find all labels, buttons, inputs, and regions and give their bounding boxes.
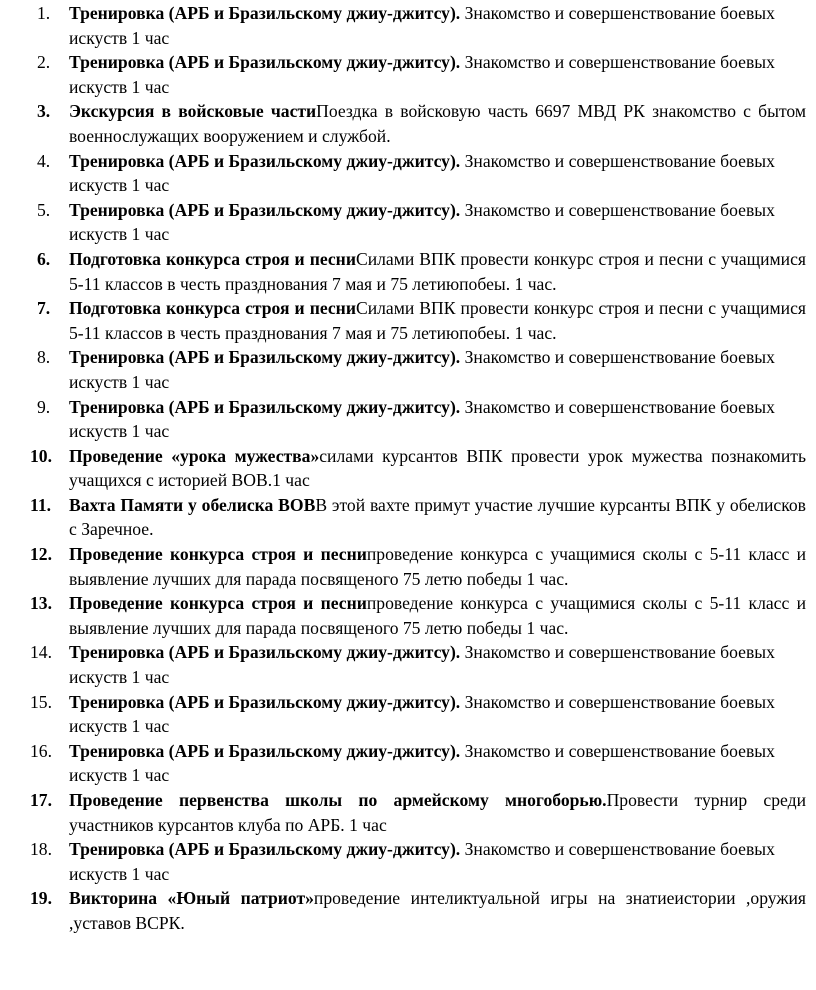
item-text: Знакомство и совершенствование боевых искуств 1 час [69, 199, 775, 245]
item-text: Знакомство и совершенствование боевых искуств 1 час [69, 740, 775, 786]
item-text: силами курсантов ВПК провести урок мужества познакомить учащихся с историей ВОВ.1 час [69, 445, 806, 491]
list-item [0, 50, 816, 99]
list-item [0, 149, 816, 198]
list-item [0, 296, 816, 345]
item-title: Тренировка (АРБ и Бразильскому джиу-джитсу). [69, 150, 461, 171]
item-title: Подготовка конкурса строя и песни [69, 298, 356, 319]
item-number: 9. [37, 396, 51, 417]
item-text: проведение интеликтуальной игры на знатиеистории ,оружия ,уставов ВСРК. [69, 888, 806, 933]
list-item [0, 591, 816, 640]
item-title: Тренировка (АРБ и Бразильскому джиу-джитсу). [69, 52, 461, 73]
item-title: Экскурсия в войсковые части [69, 101, 317, 122]
item-number: 19. [30, 888, 52, 909]
item-number: 13. [30, 593, 52, 614]
item-text: Силами ВПК провести конкурс строя и песни с учащимися 5-11 классов в честь празднования 7 мая и 75 летиюпобеы. 1 час. [69, 298, 806, 343]
list-item [0, 198, 816, 247]
list-item [0, 1, 816, 50]
item-number: 7. [37, 298, 51, 319]
item-title: Вахта Памяти у обелиска ВОВ [69, 494, 316, 515]
list-item [0, 886, 816, 935]
item-text: Провести турнир среди участников курсантов клуба по АРБ. 1 час [69, 790, 806, 835]
list-item [0, 640, 816, 689]
item-text: Знакомство и совершенствование боевых искуств 1 час [69, 691, 775, 737]
item-text: Знакомство и совершенствование боевых искуств 1 час [69, 396, 775, 442]
item-text: Знакомство и совершенствование боевых искуств 1 час [69, 839, 775, 884]
item-text: Силами ВПК провести конкурс строя и песни с учащимися 5-11 классов в честь празднования 7 мая и 75 летиюпобеы. 1 час. [69, 248, 806, 294]
list-item [0, 99, 816, 148]
item-title: Тренировка (АРБ и Бразильскому джиу-джитсу). [69, 199, 461, 220]
list-item [0, 690, 816, 739]
item-text: проведение конкурса с учащимися сколы с 5-11 класс и выявление лучших для парада посвященого 75 летю победы 1 час. [69, 593, 806, 638]
item-number: 17. [30, 790, 52, 810]
item-title: Тренировка (АРБ и Бразильскому джиу-джитсу). [69, 642, 461, 663]
list-item [0, 788, 816, 837]
item-title: Тренировка (АРБ и Бразильскому джиу-джитсу). [69, 396, 461, 417]
item-number: 6. [37, 248, 51, 269]
item-title: Подготовка конкурса строя и песни [69, 248, 356, 269]
item-title: Тренировка (АРБ и Бразильскому джиу-джитсу). [69, 3, 461, 23]
item-number: 4. [37, 150, 51, 171]
item-text: Знакомство и совершенствование боевых искуств 1 час [69, 347, 775, 392]
list-item [0, 247, 816, 296]
item-title: Тренировка (АРБ и Бразильскому джиу-джитсу). [69, 839, 461, 860]
item-title: Проведение «урока мужества» [69, 445, 320, 466]
list-item [0, 444, 816, 493]
item-number: 1. [37, 3, 51, 23]
item-text: Знакомство и совершенствование боевых искуств 1 час [69, 150, 775, 196]
item-title: Проведение первенства школы по армейскому многоборью. [69, 790, 607, 810]
item-number: 10. [30, 445, 52, 466]
list-item [0, 739, 816, 788]
list-item [0, 493, 816, 542]
item-number: 8. [37, 347, 51, 368]
item-text: Знакомство и совершенствование боевых искуств 1 час [69, 3, 775, 48]
item-number: 11. [30, 494, 52, 515]
item-number: 12. [30, 544, 52, 565]
list-item [0, 542, 816, 591]
item-title: Проведение конкурса строя и песни [69, 544, 367, 565]
item-title: Тренировка (АРБ и Бразильскому джиу-джитсу). [69, 691, 461, 712]
item-number: 5. [37, 199, 51, 220]
item-number: 2. [37, 52, 51, 73]
item-number: 3. [37, 101, 51, 122]
item-text: Знакомство и совершенствование боевых искуств 1 час [69, 642, 775, 688]
item-number: 16. [30, 740, 52, 761]
list-item [0, 345, 816, 394]
item-title: Тренировка (АРБ и Бразильскому джиу-джитсу). [69, 347, 461, 368]
item-text: Поездка в войсковую часть 6697 МВД РК знакомство с бытом военнослужащих вооружением и службой. [69, 101, 806, 146]
list-item [0, 395, 816, 444]
item-title: Проведение конкурса строя и песни [69, 593, 367, 614]
item-number: 18. [30, 839, 52, 860]
item-title: Тренировка (АРБ и Бразильскому джиу-джитсу). [69, 740, 461, 761]
list-item [0, 837, 816, 886]
item-text: Знакомство и совершенствование боевых искуств 1 час [69, 52, 775, 97]
item-text: проведение конкурса с учащимися сколы с 5-11 класс и выявление лучших для парада посвященого 75 летю победы 1 час. [69, 544, 806, 589]
item-number: 15. [30, 691, 52, 712]
item-number: 14. [30, 642, 52, 663]
item-text: В этой вахте примут участие лучшие курсанты ВПК у обелисков с Заречное. [69, 494, 806, 540]
item-title: Викторина «Юный патриот» [69, 888, 314, 909]
